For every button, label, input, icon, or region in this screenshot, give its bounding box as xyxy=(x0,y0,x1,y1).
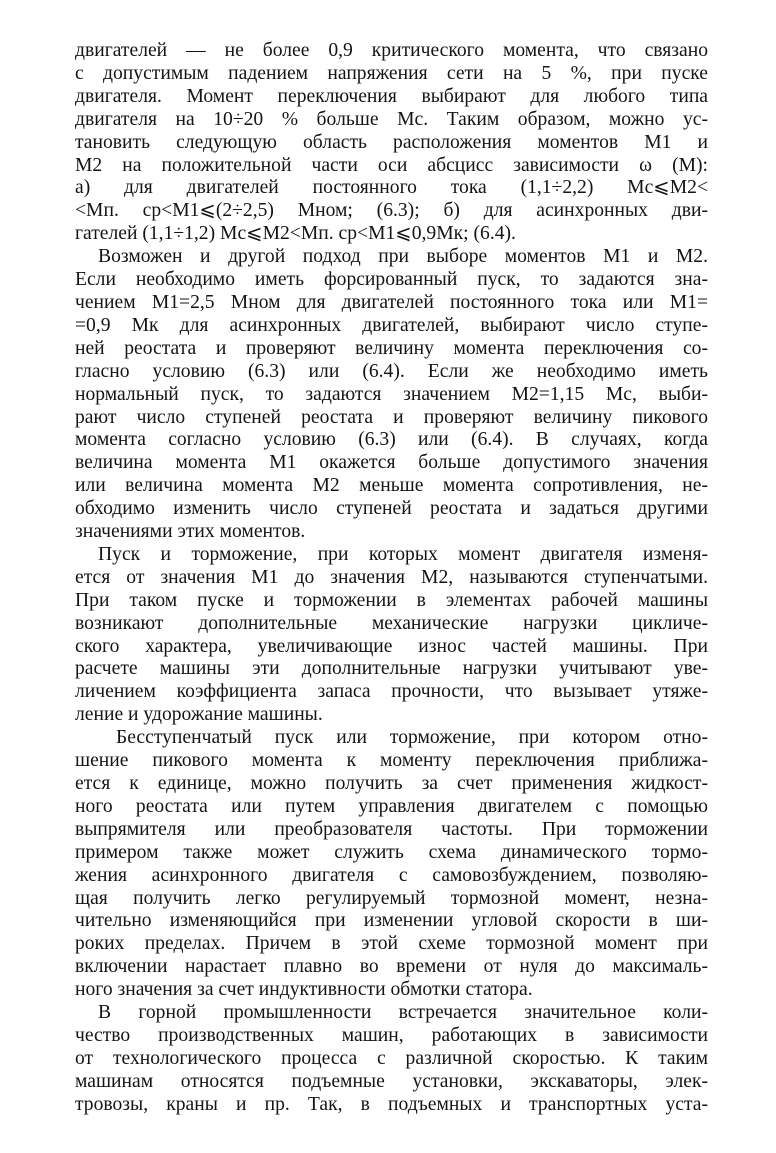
text-line: личением коэффициента запаса прочности, что вызывает утяже- xyxy=(75,681,708,703)
text-line: машинам относятся подъемные установки, экскаваторы, элек- xyxy=(75,1070,708,1092)
paragraph-3 xyxy=(75,544,708,727)
text-line: величина момента M1 окажется больше допустимого значения xyxy=(75,452,708,474)
text-line: =0,9 Mк для асинхронных двигателей, выбирают число ступе- xyxy=(75,314,708,336)
text-line: M2 на положительной части оси абсцисс зависимости ω (M): xyxy=(75,154,708,176)
paragraph-2 xyxy=(75,246,708,544)
text-line: ется от значения M1 до значения M2, называются ступенчатыми. xyxy=(75,566,708,588)
text-line: <Mп. ср<M1⩽(2÷2,5) Mном; (6.3); б) для асинхронных дви- xyxy=(75,200,708,222)
text-line: гателей (1,1÷1,2) Mс⩽M2<Mп. ср<M1⩽0,9Mк; (6.4). xyxy=(75,223,516,245)
text-line: чество производственных машин, работающих в зависимости xyxy=(75,1024,708,1046)
text-line: двигателей — не более 0,9 критического момента, что связано xyxy=(75,40,708,61)
text-line: Пуск и торможение, при которых момент двигателя изменя- xyxy=(98,543,708,565)
text-line: ного реостата или путем управления двигателем с помощью xyxy=(75,795,708,817)
text-line: В горной промышленности встречается значительное коли- xyxy=(98,1002,708,1024)
text-line: ней реостата и проверяют величину момента переключения со- xyxy=(75,337,708,359)
text-line: двигателя на 10÷20 % больше Mс. Таким образом, можно ус- xyxy=(75,108,708,130)
text-line: щая получить легко регулируемый тормозной момент, незна- xyxy=(75,887,708,909)
text-line: ного значения за счет индуктивности обмотки статора. xyxy=(75,979,533,1001)
text-line: двигателя. Момент переключения выбирают для любого типа xyxy=(75,85,708,107)
text-line: При таком пуске и торможении в элементах рабочей машины xyxy=(75,589,708,611)
paragraph-4 xyxy=(75,727,708,1002)
text-line: гласно условию (6.3) или (6.4). Если же необходимо иметь xyxy=(75,360,708,382)
text-line: роких пределах. Причем в этой схеме тормозной момент при xyxy=(75,933,708,955)
text-line: примером также может служить схема динамического тормо- xyxy=(75,841,708,863)
text-line: ского характера, увеличивающие износ частей машины. При xyxy=(75,635,708,657)
text-line: а) для двигателей постоянного тока (1,1÷2,2) Mс⩽M2< xyxy=(75,177,708,199)
text-line: жения асинхронного двигателя с самовозбуждением, позволяю- xyxy=(75,864,708,886)
text-line: Возможен и другой подход при выборе моментов M1 и M2. xyxy=(98,246,708,268)
text-line: обходимо изменить число ступеней реостата и задаться другими xyxy=(75,498,708,520)
paragraph-1 xyxy=(75,40,708,246)
text-line: возникают дополнительные механические нагрузки цикличе- xyxy=(75,612,708,634)
text-line: ление и удорожание машины. xyxy=(75,704,323,726)
text-line: нормальный пуск, то задаются значением M2=1,15 Mс, выби- xyxy=(75,383,708,405)
text-line: Бесступенчатый пуск или торможение, при котором отно- xyxy=(116,727,708,749)
text-line: тановить следующую область расположения моментов M1 и xyxy=(75,131,708,153)
text-line: Если необходимо иметь форсированный пуск, то задаются зна- xyxy=(75,269,708,291)
text-line: расчете машины эти дополнительные нагрузки учитывают уве- xyxy=(75,658,708,680)
text-line: с допустимым падением напряжения сети на 5 %, при пуске xyxy=(75,62,708,84)
text-line: или величина момента M2 меньше момента сопротивления, не- xyxy=(75,475,708,497)
text-line: чением M1=2,5 Mном для двигателей постоянного тока или M1= xyxy=(75,291,708,313)
text-line: от технологического процесса с различной скоростью. К таким xyxy=(75,1047,708,1069)
text-line: момента согласно условию (6.3) или (6.4). В случаях, когда xyxy=(75,429,708,451)
paragraph-5 xyxy=(75,1002,708,1117)
text-line: шение пикового момента к моменту переключения приближа- xyxy=(75,750,708,772)
text-line: чительно изменяющийся при изменении угловой скорости в ши- xyxy=(75,910,708,932)
text-line: ется к единице, можно получить за счет применения жидкост- xyxy=(75,773,708,794)
text-line: значениями этих моментов. xyxy=(75,521,306,543)
text-line: выпрямителя или преобразователя частоты. При торможении xyxy=(75,818,708,840)
text-line: тровозы, краны и пр. Так, в подъемных и транспортных уста- xyxy=(75,1093,708,1115)
text-line: включении нарастает плавно во времени от нуля до максималь- xyxy=(75,956,708,978)
text-line: рают число ступеней реостата и проверяют величину пикового xyxy=(75,406,708,428)
document-page xyxy=(75,40,708,1117)
